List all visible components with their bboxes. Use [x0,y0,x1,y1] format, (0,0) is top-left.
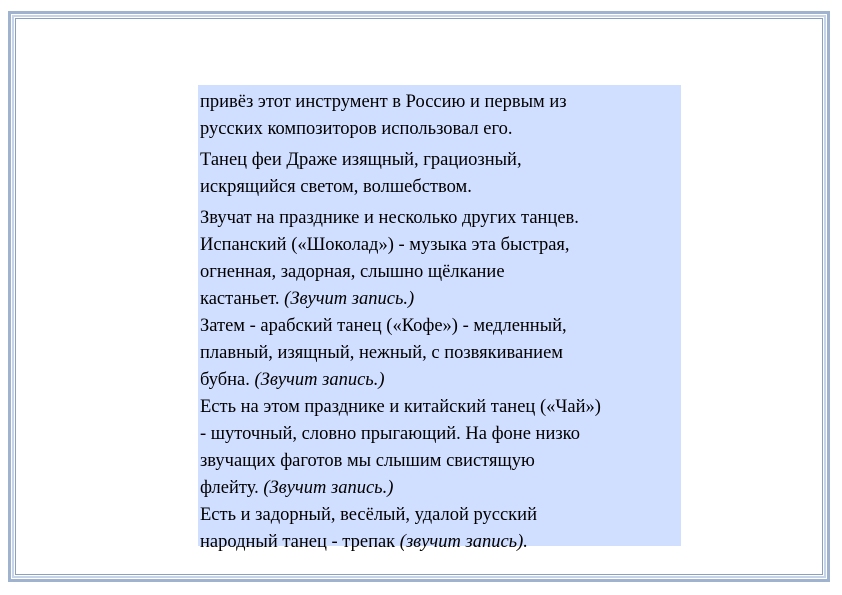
text-line [200,259,681,286]
text-run: Звучат на празднике и несколько других танцев. [200,208,579,228]
text-line [200,340,681,367]
text-line [200,529,681,556]
text-run: флейту. [200,478,264,498]
text-run: Затем - арабский танец («Кофе») - медленный, [200,316,567,336]
text-line [200,475,681,502]
text-run: Есть и задорный, весёлый, удалой русский [200,505,537,525]
text-run: Танец феи Драже изящный, грациозный, [200,150,522,170]
text-run: русских композиторов использовал его. [200,119,513,139]
text-line [200,286,681,313]
text-paragraph [200,147,681,201]
text-run: огненная, задорная, слышно щёлкание [200,262,505,282]
text-line [200,205,681,232]
text-line [200,89,681,116]
italic-text-run: (звучит запись). [399,532,528,552]
text-line [200,232,681,259]
text-run: искрящийся светом, волшебством. [200,177,472,197]
text-paragraph [200,205,681,556]
italic-text-run: (Звучит запись.) [284,289,415,309]
text-line [200,147,681,174]
text-line [200,421,681,448]
text-line [200,367,681,394]
italic-text-run: (Звучит запись.) [263,478,394,498]
text-run: кастаньет. [200,289,285,309]
text-line [200,448,681,475]
italic-text-run: (Звучит запись.) [254,370,385,390]
text-line [200,116,681,143]
text-run: плавный, изящный, нежный, с позвякиванием [200,343,563,363]
text-line [200,394,681,421]
text-line [200,174,681,201]
text-run: Есть на этом празднике и китайский танец («Чай») [200,397,601,417]
text-line [200,313,681,340]
slide-text-box [198,85,681,552]
text-run: народный танец - трепак [200,532,400,552]
text-run: привёз этот инструмент в Россию и первым из [200,92,567,112]
text-paragraph [200,89,681,143]
text-run: бубна. [200,370,255,390]
text-line [200,502,681,529]
text-run: - шуточный, словно прыгающий. На фоне низко [200,424,580,444]
text-run: Испанский («Шоколад») - музыка эта быстрая, [200,235,570,255]
text-run: звучащих фаготов мы слышим свистящую [200,451,535,471]
